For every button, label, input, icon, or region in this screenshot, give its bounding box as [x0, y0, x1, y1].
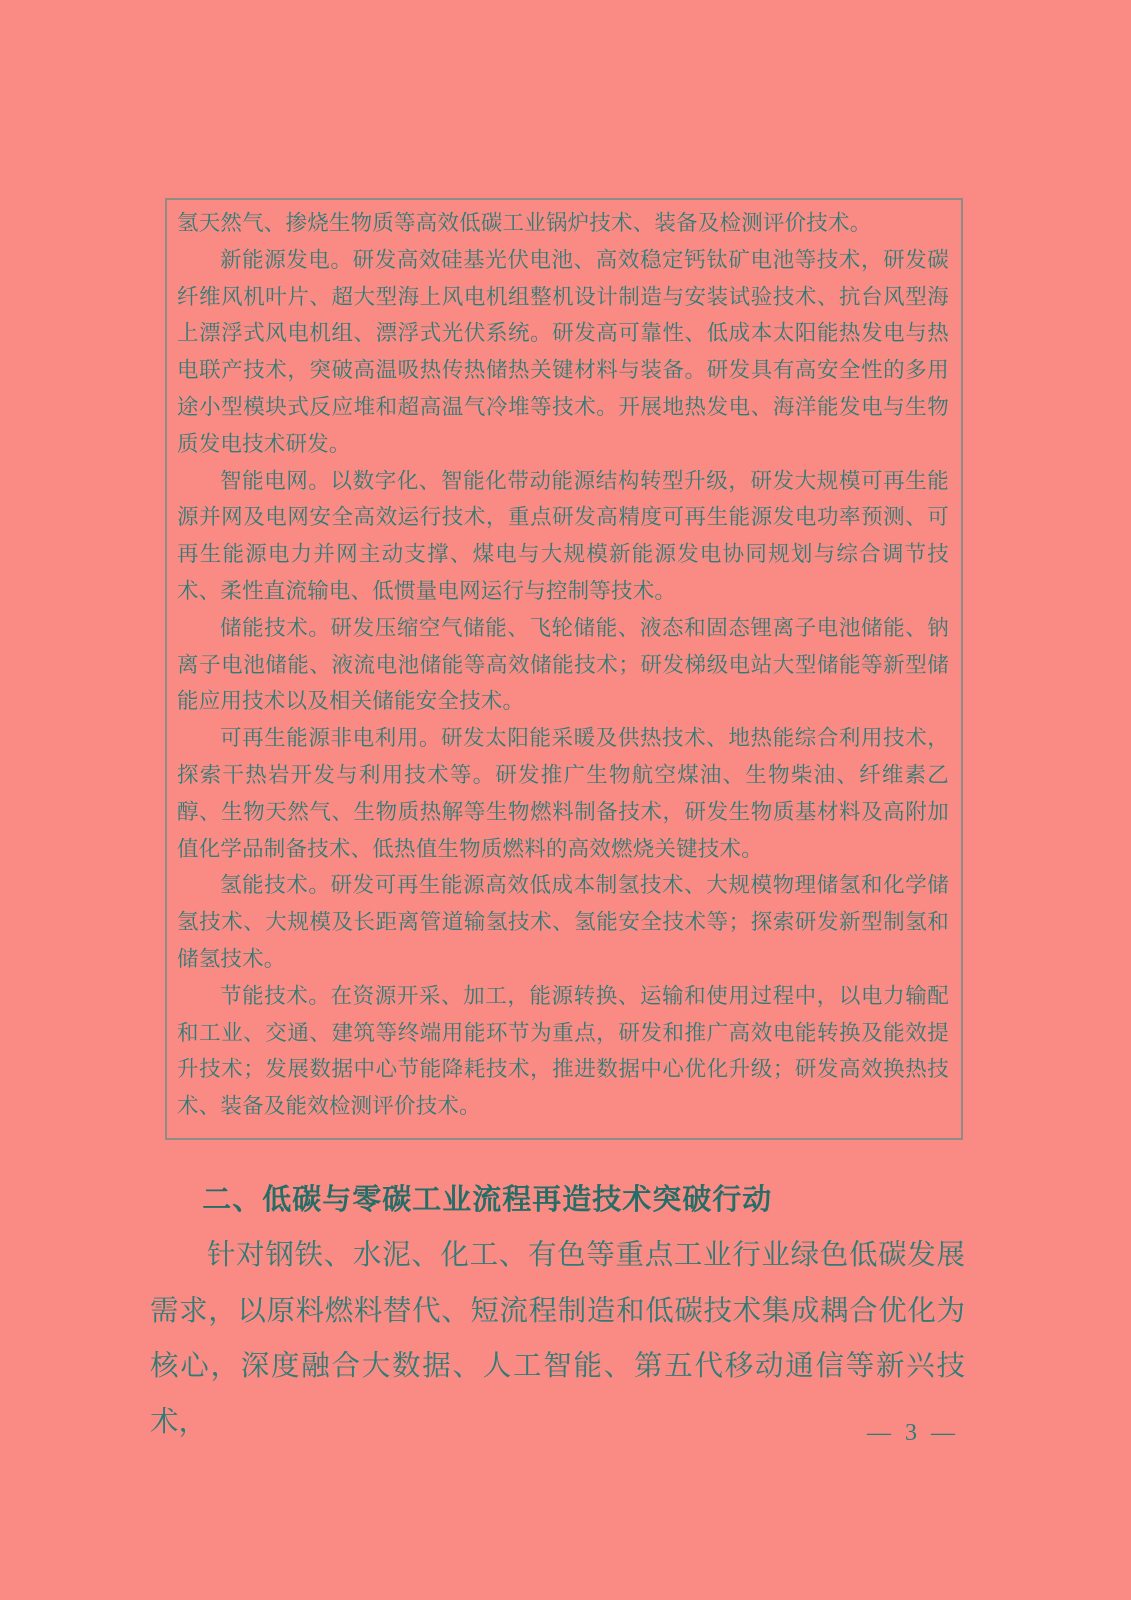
boxed-paragraph-hydrogen: 氢能技术。研发可再生能源高效低成本制氢技术、大规模物理储氢和化学储氢技术、大规模及长距离管道输氢技术、氢能安全技术等；探索研发新型制氢和储氢技术。 [177, 873, 949, 971]
page-number: — 3 — [867, 1420, 959, 1446]
boxed-paragraph-energy-saving: 节能技术。在资源开采、加工，能源转换、运输和使用过程中，以电力输配和工业、交通、建筑等终端用能环节为重点，研发和推广高效电能转换及能效提升技术；发展数据中心节能降耗技术，推进数据中心优化升级；研发高效换热技术、装备及能效检测评价技术。 [177, 983, 949, 1119]
technology-actions-box [165, 198, 963, 1140]
boxed-paragraph-continuation: 氢天然气、掺烧生物质等高效低碳工业锅炉技术、装备及检测评价技术。 [177, 211, 872, 235]
boxed-paragraph-renewable-non-electric: 可再生能源非电利用。研发太阳能采暖及供热技术、地热能综合利用技术，探索干热岩开发与利用技术等。研发推广生物航空煤油、生物柴油、纤维素乙醇、生物天然气、生物质热解等生物燃料制备技术，研发生物质基材料及高附加值化学品制备技术、低热值生物质燃料的高效燃烧关键技术。 [177, 726, 949, 861]
section-body-paragraph: 针对钢铁、水泥、化工、有色等重点工业行业绿色低碳发展需求，以原料燃料替代、短流程制造和低碳技术集成耦合优化为核心，深度融合大数据、人工智能、第五代移动通信等新兴技术， [150, 1240, 965, 1438]
boxed-paragraph-smart-grid: 智能电网。以数字化、智能化带动能源结构转型升级，研发大规模可再生能源并网及电网安全高效运行技术，重点研发高精度可再生能源发电功率预测、可再生能源电力并网主动支撑、煤电与大规模新能源发电协同规划与综合调节技术、柔性直流输电、低惯量电网运行与控制等技术。 [177, 468, 949, 603]
boxed-paragraph-energy-storage: 储能技术。研发压缩空气储能、飞轮储能、液态和固态锂离子电池储能、钠离子电池储能、液流电池储能等高效储能技术；研发梯级电站大型储能等新型储能应用技术以及相关储能安全技术。 [177, 615, 949, 714]
section-heading: 二、低碳与零碳工业流程再造技术突破行动 [202, 1184, 773, 1216]
boxed-paragraph-new-energy-power: 新能源发电。研发高效硅基光伏电池、高效稳定钙钛矿电池等技术，研发碳纤维风机叶片、超大型海上风电机组整机设计制造与安装试验技术、抗台风型海上漂浮式风电机组、漂浮式光伏系统。研发高可靠性、低成本太阳能热发电与热电联产技术，突破高温吸热传热储热关键材料与装备。研发具有高安全性的多用途小型模块式反应堆和超高温气冷堆等技术。开展地热发电、海洋能发电与生物质发电技术研发。 [177, 247, 949, 456]
